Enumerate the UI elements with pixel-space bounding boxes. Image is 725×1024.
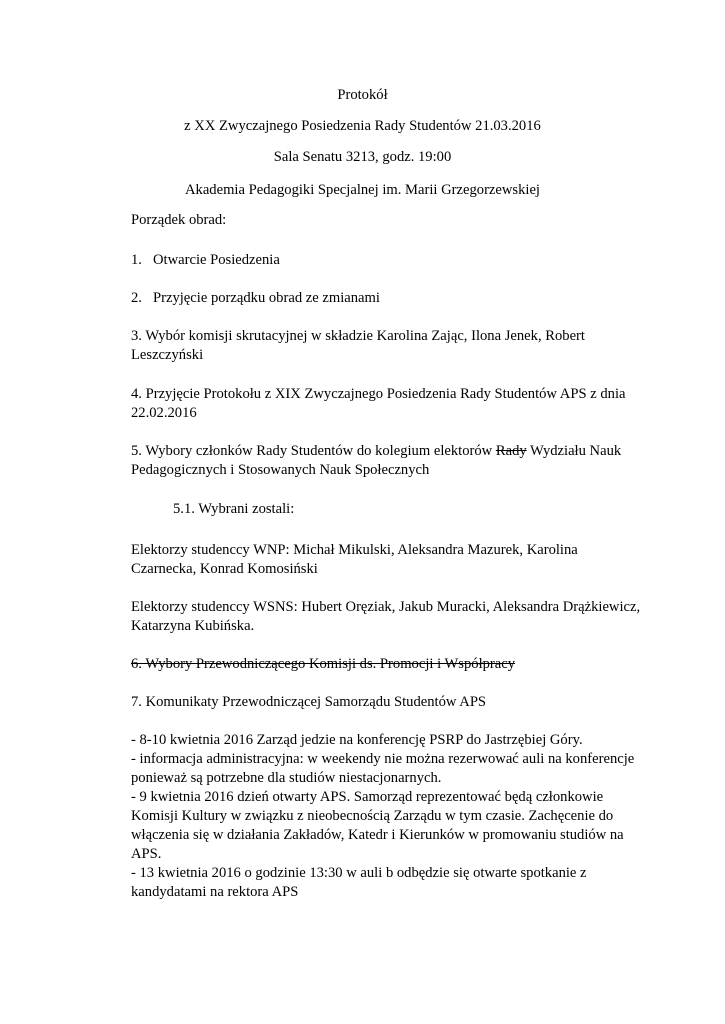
announcement-item: - 8-10 kwietnia 2016 Zarząd jedzie na konferencję PSRP do Jastrzębiej Góry.	[131, 732, 583, 748]
agenda-label: Porządek obrad:	[131, 212, 227, 228]
institution-name: Akademia Pedagogiki Specjalnej im. Marii Grzegorzewskiej	[184, 182, 540, 198]
electors-wsns: Elektorzy studenccy WSNS: Hubert Oręziak, Jakub Muracki, Aleksandra Drążkiewicz, Katarzyna Kubińska.	[131, 599, 641, 634]
announcements-list	[131, 731, 641, 902]
agenda-item-1-text: Otwarcie Posiedzenia	[153, 252, 280, 268]
document-title: Protokół	[337, 87, 388, 103]
agenda-item-2-text: Przyjęcie porządku obrad ze zmianami	[153, 290, 380, 306]
agenda-item-5-text-start: 5. Wybory członków Rady Studentów do kolegium elektorów	[131, 443, 496, 459]
agenda-item-4: 4. Przyjęcie Protokołu z XIX Zwyczajnego Posiedzenia Rady Studentów APS z dnia 22.02.2016	[131, 386, 626, 421]
agenda-item-6: 6. Wybory Przewodniczącego Komisji ds. Promocji i Współpracy	[131, 656, 516, 672]
agenda-item-1-number: 1.	[131, 252, 142, 268]
agenda-item-2	[131, 289, 641, 308]
agenda-item-5-text-end: Wydziału Nauk Pedagogicznych i Stosowanych Nauk Społecznych	[131, 443, 622, 478]
agenda-item-5-struck-word: Rady	[495, 443, 527, 459]
announcement-item: - 9 kwietnia 2016 dzień otwarty APS. Samorząd reprezentować będą członkowie Komisji Kultury w związku z nieobecnością Zarządu w tym czasie. Zachęcenie do włączenia się w działania Zakładów, Katedr i Kierunków w promowaniu studiów na APS.	[131, 789, 624, 862]
agenda-item-1	[131, 251, 641, 270]
agenda-item-5	[131, 442, 641, 480]
agenda-item-2-number: 2.	[131, 290, 142, 306]
agenda-item-5-1: 5.1. Wybrani zostali:	[173, 501, 295, 517]
electors-wnp: Elektorzy studenccy WNP: Michał Mikulski, Aleksandra Mazurek, Karolina Czarnecka, Konrad Komosiński	[131, 542, 578, 577]
meeting-location: Sala Senatu 3213, godz. 19:00	[273, 149, 452, 165]
announcement-item: - 13 kwietnia 2016 o godzinie 13:30 w auli b odbędzie się otwarte spotkanie z kandydatami na rektora APS	[131, 865, 587, 900]
agenda-item-3: 3. Wybór komisji skrutacyjnej w składzie Karolina Zając, Ilona Jenek, Robert Leszczyński	[131, 328, 585, 363]
document-subtitle: z XX Zwyczajnego Posiedzenia Rady Studentów 21.03.2016	[184, 118, 541, 134]
agenda-item-7: 7. Komunikaty Przewodniczącej Samorządu Studentów APS	[131, 694, 487, 710]
announcement-item: - informacja administracyjna: w weekendy nie można rezerwować auli na konferencje ponieważ są potrzebne dla studiów niestacjonarnych.	[131, 751, 635, 786]
